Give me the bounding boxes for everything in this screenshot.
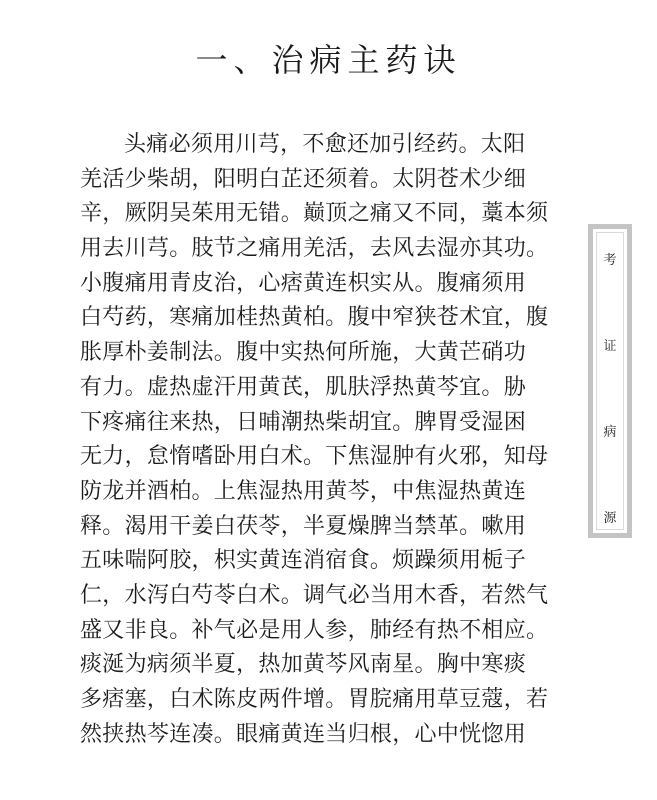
text-line: 小腹痛用青皮治，心痞黄连枳实从。腹痛须用 <box>80 270 527 296</box>
text-line: 然挟热芩连凑。眼痛黄连当归根，心中恍惚用 <box>80 721 527 747</box>
text-line: 胀厚朴姜制法。腹中实热何所施，大黄芒硝功 <box>80 340 527 366</box>
side-tab-char: 考 <box>603 253 617 268</box>
side-tab-char: 源 <box>603 511 617 526</box>
side-tab-inner-border <box>596 232 624 530</box>
text-line: 头痛必须用川芎，不愈还加引经药。太阳 <box>124 132 526 157</box>
text-line: 白芍药，寒痛加桂热黄柏。腹中窄狭苍术宜，腹 <box>80 305 549 331</box>
section-title: 一、治病主药诀 <box>195 41 462 79</box>
text-line: 有力。虚热虚汗用黄芪，肌肤浮热黄芩宜。胁 <box>80 374 527 400</box>
chapter-side-tab <box>588 224 632 538</box>
text-line: 五味喘阿胶，枳实黄连消宿食。烦躁须用栀子 <box>80 548 527 574</box>
text-line: 痰涎为病须半夏，热加黄芩风南星。胸中寒痰 <box>80 652 527 678</box>
text-line: 盛又非良。补气必是用人参，肺经有热不相应。 <box>80 617 549 643</box>
text-line: 羌活少柴胡，阳明白芷还须着。太阴苍术少细 <box>80 166 527 192</box>
text-line: 多痞塞，白术陈皮两件增。胃脘痛用草豆蔻，若 <box>80 687 549 712</box>
body-text <box>80 128 576 752</box>
side-tab-char: 证 <box>603 339 617 354</box>
side-tab-char: 病 <box>603 425 617 440</box>
text-line: 释。渴用干姜白茯苓，半夏燥脾当禁革。嗽用 <box>80 513 527 539</box>
text-line: 下疼痛往来热，日晡潮热柴胡宜。脾胃受湿困 <box>80 409 527 435</box>
text-line: 防龙并酒柏。上焦湿热用黄芩，中焦湿热黄连 <box>80 478 527 504</box>
text-line: 无力，怠惰嗜卧用白术。下焦湿肿有火邪，知母 <box>80 444 549 470</box>
text-line: 辛，厥阴吴茱用无错。巅顶之痛又不同，藁本须 <box>80 201 549 227</box>
text-line: 仁，水泻白芍苓白术。调气必当用木香，若然气 <box>80 582 549 608</box>
text-line: 用去川芎。肢节之痛用羌活，去风去湿亦其功。 <box>80 236 549 262</box>
